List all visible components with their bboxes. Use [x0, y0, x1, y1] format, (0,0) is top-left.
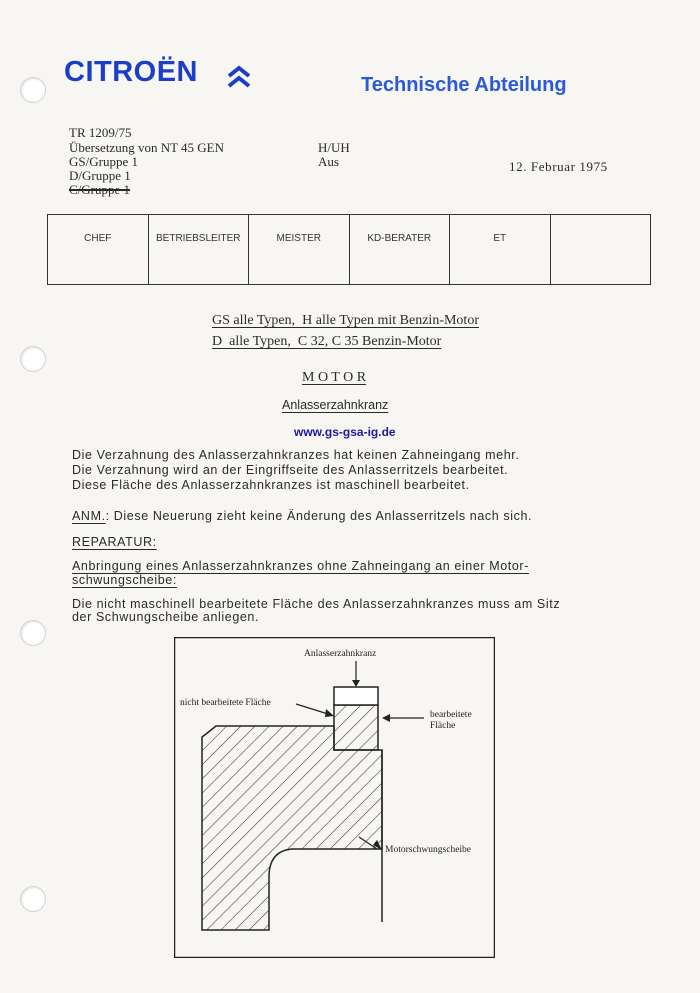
label-flywheel: Motorschwungscheibe [385, 845, 472, 855]
section-subtitle: Anlasserzahnkranz [282, 398, 389, 412]
translation-note: Übersetzung von NT 45 GEN [69, 140, 225, 155]
note-text: : Diese Neuerung zieht keine Änderung des Anlasserritzels nach sich. [105, 509, 533, 523]
paragraph-line: Die Verzahnung wird an der Eingriffseite des Anlasserritzels bearbeitet. [72, 463, 509, 477]
distribution-cell [550, 215, 651, 285]
label-ring-gear: Anlasserzahnkranz [304, 649, 377, 659]
distribution-cell: KD-BERATER [349, 215, 450, 285]
punch-hole [20, 346, 46, 372]
department-title: Technische Abteilung [361, 74, 567, 96]
repair-text-line: Die nicht maschinell bearbeitete Fläche des Anlasserzahnkranzes muss am Sitz [72, 597, 561, 611]
repair-subheading-line: schwungscheibe: [72, 573, 177, 587]
label-unmachined-surface: nicht bearbeitete Fläche [180, 698, 271, 708]
section-title: M O T O R [302, 370, 367, 385]
applicability-line-2: D alle Typen, C 32, C 35 Benzin-Motor [212, 334, 442, 349]
repair-subheading-line: Anbringung eines Anlasserzahnkranzes ohne Zahneingang an einer Motor- [72, 559, 529, 573]
punch-hole [20, 620, 46, 646]
watermark-url: www.gs-gsa-ig.de [294, 425, 396, 439]
brand-logo: CITROËN [64, 56, 198, 88]
label-machined-surface-1: bearbeitete [430, 710, 472, 720]
applicability-line-1: GS alle Typen, H alle Typen mit Benzin-Motor [212, 313, 479, 328]
punch-hole [20, 886, 46, 912]
distribution-cell: MEISTER [249, 215, 350, 285]
technical-drawing [174, 637, 495, 958]
paragraph-line: Die Verzahnung des Anlasserzahnkranzes hat keinen Zahneingang mehr. [72, 448, 520, 462]
label-machined-surface-2: Fläche [430, 721, 456, 731]
repair-heading: REPARATUR: [72, 535, 157, 549]
distribution-cell: BETRIEBSLEITER [148, 215, 249, 285]
repair-text-line: der Schwungscheibe anliegen. [72, 610, 260, 624]
distribution-table [47, 214, 651, 285]
note-line [72, 509, 532, 523]
group-c-struck: C/Gruppe 1 [69, 182, 131, 197]
codes-sub: Aus [318, 154, 339, 169]
group-gs: GS/Gruppe 1 [69, 154, 138, 169]
distribution-cell: ET [450, 215, 551, 285]
note-label: ANM. [72, 509, 106, 523]
document-date: 12. Februar 1975 [509, 159, 608, 174]
group-d: D/Gruppe 1 [69, 168, 131, 183]
codes: H/UH [318, 140, 350, 155]
paragraph-line: Diese Fläche des Anlasserzahnkranzes ist maschinell bearbeitet. [72, 478, 470, 492]
cross-section-drawing [174, 637, 495, 958]
punch-hole [20, 77, 46, 103]
reference-number: TR 1209/75 [69, 125, 132, 140]
double-chevron-logo-icon [226, 64, 252, 90]
distribution-cell: CHEF [48, 215, 149, 285]
